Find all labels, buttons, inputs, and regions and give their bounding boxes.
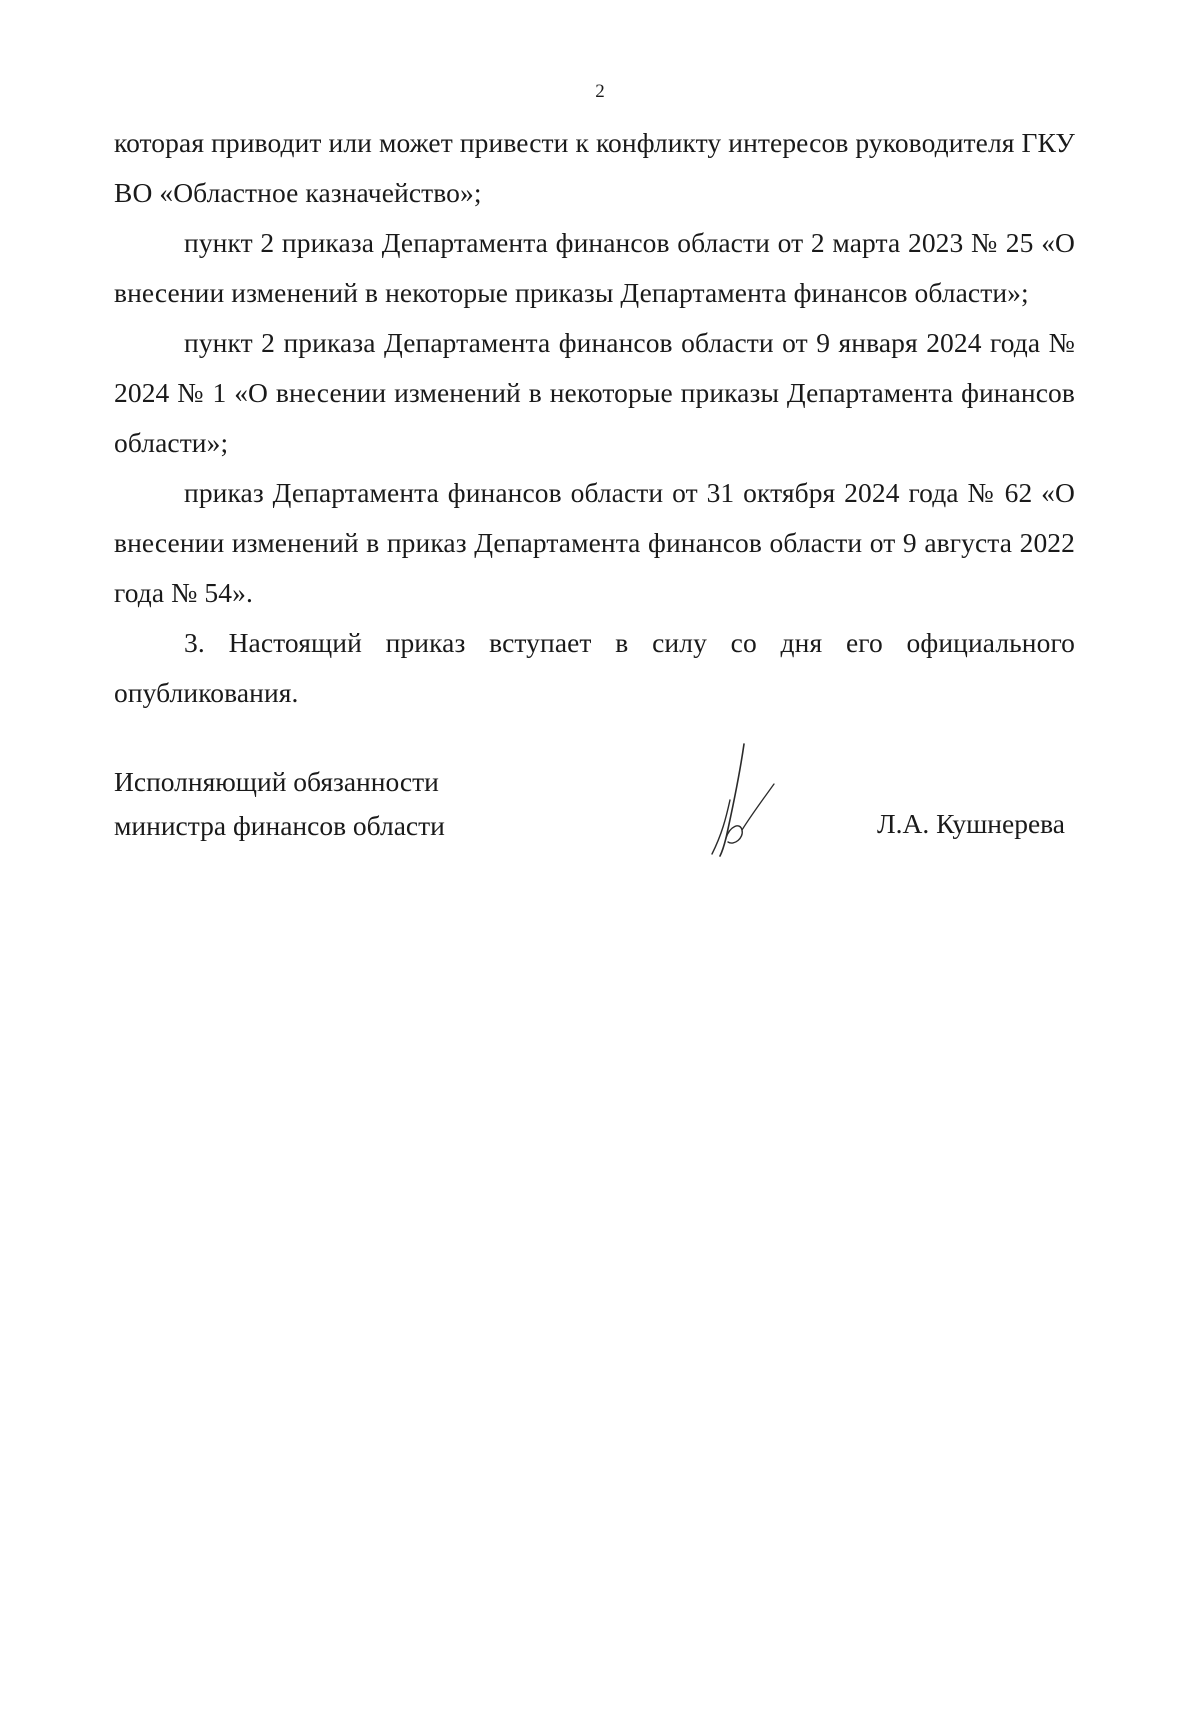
handwritten-signature-icon — [696, 742, 786, 862]
paragraph-effective-clause: 3. Настоящий приказ вступает в силу со дня его официального опубликования. — [114, 627, 1075, 708]
signature-block — [114, 760, 1075, 880]
signer-position-line: министра финансов области — [114, 810, 445, 841]
signer-name: Л.А. Кушнерева — [876, 808, 1065, 839]
paragraph-item: приказ Департамента финансов области от 31 октября 2024 года № 62 «О внесении изменений в приказ Департамента финансов области от 9 августа 2022 года № 54». — [114, 477, 1075, 608]
page-number: 2 — [595, 81, 605, 102]
paragraph-continuation: которая приводит или может привести к конфликту интересов руководителя ГКУ ВО «Областное казначейство»; — [114, 127, 1075, 208]
signer-position-line: Исполняющий обязанности — [114, 766, 439, 797]
document-body — [114, 118, 1075, 718]
signer-position — [114, 760, 445, 848]
paragraph-item: пункт 2 приказа Департамента финансов области от 9 января 2024 года № 2024 № 1 «О внесении изменений в некоторые приказы Департамента финансов области»; — [114, 327, 1075, 458]
paragraph-item: пункт 2 приказа Департамента финансов области от 2 марта 2023 № 25 «О внесении изменений в некоторые приказы Департамента финансов области»; — [114, 227, 1075, 308]
